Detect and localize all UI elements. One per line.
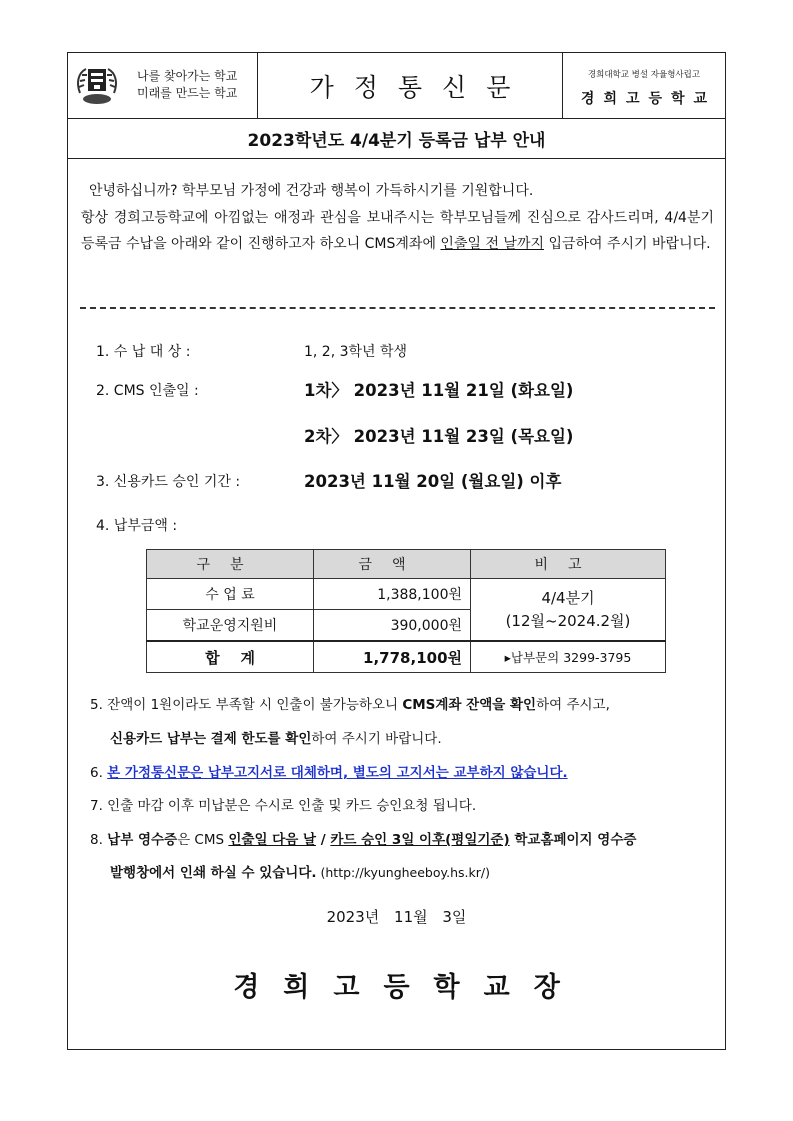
section-divider [80,307,715,309]
document-type [258,53,563,118]
item-card-label: 3. 신용카드 승인 기간 : [96,474,241,490]
note-8-url: (http://kyungheeboy.hs.kr/) [316,865,490,880]
note-5-bold: CMS계좌 잔액을 확인 [402,697,537,713]
note-8-slash: / [316,832,331,848]
notice-title [68,119,725,159]
intro-body-end: 입금하여 주시기 바랍니다. [544,236,711,252]
notice-title-text: 2023학년도 4/4분기 등록금 납부 안내 [247,131,546,151]
row-remark [471,579,666,642]
total-amount: 1,778,100원 [314,641,471,673]
notice-frame [67,52,726,1050]
school-name: 경희고등학교 [580,91,717,107]
row-category: 수 업 료 [147,579,314,610]
header-left [68,53,258,118]
fee-table-header [147,550,666,579]
note-8-next-day: 인출일 다음 날 [228,832,317,848]
note-8-num: 8. [90,832,108,848]
note-5-bold-2: 신용카드 납부는 결제 한도를 확인 [110,731,312,747]
school-info [563,53,725,118]
note-8-c: 은 CMS [177,832,229,848]
document-type-title: 가정통신문 [309,72,531,102]
intro-body [81,205,714,258]
note-6-num: 6. [90,765,108,781]
item-target-value: 1, 2, 3학년 학생 [304,344,408,360]
fee-table [146,549,666,673]
motto-line-1: 나를 찾아가는 학교 [137,69,238,83]
note-8-homepage: 학교홈페이지 영수증 [509,832,637,848]
note-8-receipt: 납부 영수증 [107,832,178,848]
row-category: 학교운영지원비 [147,610,314,642]
item-cms-second: 2차〉 2023년 11월 23일 (목요일) [304,427,574,446]
note-8-print: 발행창에서 인쇄 하실 수 있습니다. [110,865,317,881]
note-8-line-1 [90,828,636,848]
row-amount: 390,000원 [314,610,471,642]
item-target-label: 1. 수 납 대 상 : [96,344,191,360]
total-row [147,641,666,673]
total-label: 합 계 [147,641,314,673]
remark-line-1: 4/4분기 [541,588,595,607]
note-5-a: 5. 잔액이 1원이라도 부족할 시 인출이 불가능하오니 [90,697,403,713]
item-cms-first: 1차〉 2023년 11월 21일 (화요일) [304,381,574,400]
total-remark: ▸납부문의 3299-3795 [471,641,666,673]
note-8-card-days: 카드 승인 3일 이후(평일기준) [330,832,510,848]
school-motto [137,68,237,102]
item-cms-label: 2. CMS 인출일 : [96,383,199,399]
item-card-value: 2023년 11월 20일 (월요일) 이후 [304,472,562,491]
remark-line-2: (12월~2024.2월) [505,611,631,630]
item-amount-label: 4. 납부금액 : [96,518,178,534]
header-remark: 비고 [471,550,666,579]
issue-date: 2023년 11월 3일 [326,908,467,926]
principal-signature: 경희고등학교장 [233,972,584,1003]
intro-body-start: 항상 경희고등학교에 아낌없는 애정과 관심을 보내주시는 학부모님들께 진심으로 감사드리며, 4/4분기 등록금 수납을 아래와 같이 진행하고자 하오니 CMS계좌에 [81,209,714,252]
note-6 [90,761,568,781]
table-row [147,579,666,610]
note-5-e: 하여 주시기 바랍니다. [311,731,442,747]
greeting-line: 안녕하십니까? 학부모님 가정에 건강과 행복이 가득하시기를 기원합니다. [89,183,534,199]
school-subtitle: 경희대학교 병설 자율형사립고 [587,70,701,80]
note-7: 7. 인출 마감 이후 미납분은 수시로 인출 및 카드 승인요청 됩니다. [90,798,477,814]
note-5-line-2 [110,727,442,747]
intro-deadline-emphasis: 인출일 전 날까지 [440,236,544,252]
header-category: 구분 [147,550,314,579]
note-5-c: 하여 주시고, [536,697,610,713]
motto-line-2: 미래를 만드는 학교 [137,86,238,100]
header-amount: 금액 [314,550,471,579]
school-emblem-icon [74,63,120,109]
intro-paragraph [81,178,714,258]
row-amount: 1,388,100원 [314,579,471,610]
note-5-line-1 [90,693,610,713]
header [68,53,725,119]
note-8-line-2 [110,861,490,881]
note-6-text: 본 가정통신문은 납부고지서로 대체하며, 별도의 고지서는 교부하지 않습니다. [107,765,568,781]
